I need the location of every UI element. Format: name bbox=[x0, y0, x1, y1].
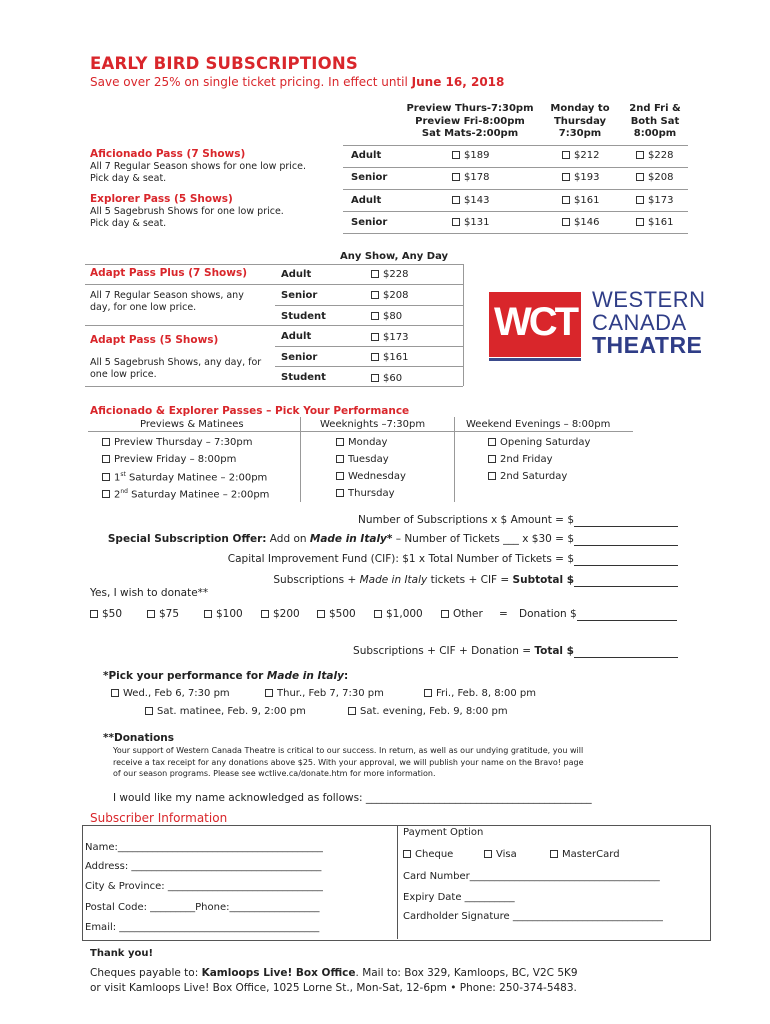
col-head-previews: Previews & Matinees bbox=[140, 419, 244, 430]
price-value: $173 bbox=[648, 195, 674, 206]
acknowledgement-field[interactable]: I would like my name acknowledged as follows: ___________________________________________ bbox=[113, 792, 592, 804]
price-checkbox[interactable] bbox=[452, 172, 489, 183]
donation-option[interactable] bbox=[204, 608, 243, 620]
box-office-name: Kamloops Live! Box Office bbox=[201, 967, 356, 979]
perf-option[interactable] bbox=[488, 471, 567, 482]
performance-title: Aficionado & Explorer Passes – Pick Your Performance bbox=[90, 405, 410, 417]
italy-option-label: Sat. evening, Feb. 9, 8:00 pm bbox=[360, 706, 508, 717]
desc-line: Pick day & seat. bbox=[90, 218, 167, 229]
col-line: Preview Thurs-7:30pm bbox=[406, 103, 534, 114]
perf-option-label: Saturday Matinee – 2:00pm bbox=[125, 472, 268, 484]
aficionado-pass-desc bbox=[90, 161, 306, 185]
price-checkbox[interactable] bbox=[636, 172, 673, 183]
cheques-line bbox=[90, 967, 578, 979]
perf-option[interactable] bbox=[336, 454, 389, 465]
row-label-senior: Senior bbox=[281, 352, 318, 363]
donations-heading: **Donations bbox=[103, 732, 175, 744]
show-title: Made in Italy* bbox=[309, 533, 393, 545]
donation-option[interactable] bbox=[261, 608, 300, 620]
line-text: Capital Improvement Fund (CIF): $1 x Total Number of Tickets = $ bbox=[227, 553, 574, 565]
italy-option[interactable] bbox=[145, 706, 306, 717]
price-value: $193 bbox=[574, 172, 600, 183]
address-field[interactable]: Address: ______________________________________ bbox=[85, 861, 322, 872]
price-checkbox[interactable] bbox=[371, 311, 402, 322]
row-label-adult: Adult bbox=[281, 331, 312, 342]
wct-logo-text bbox=[592, 288, 706, 357]
donation-option[interactable] bbox=[147, 608, 179, 620]
col-line: Both Sat bbox=[630, 115, 680, 127]
logo-line: THEATRE bbox=[592, 332, 703, 358]
payment-label: MasterCard bbox=[562, 849, 620, 860]
email-field[interactable]: Email: ________________________________________ bbox=[85, 922, 320, 933]
price-value: $208 bbox=[383, 290, 409, 301]
row-label-student: Student bbox=[281, 311, 326, 322]
donation-option[interactable] bbox=[374, 608, 423, 620]
price-checkbox[interactable] bbox=[371, 373, 402, 384]
adapt-plus-desc bbox=[90, 290, 244, 314]
payment-label: Cheque bbox=[415, 849, 454, 860]
price-checkbox[interactable] bbox=[636, 150, 673, 161]
perf-option-label: 2nd Friday bbox=[500, 454, 553, 465]
total-line[interactable] bbox=[353, 645, 678, 658]
col-line: Sat Mats-2:00pm bbox=[421, 128, 519, 139]
donations-paragraph bbox=[113, 745, 584, 780]
cif-line[interactable] bbox=[228, 553, 678, 566]
col-line: Preview Fri-8:00pm bbox=[415, 115, 525, 127]
price-checkbox[interactable] bbox=[562, 195, 599, 206]
desc-line: Pick day & seat. bbox=[90, 173, 167, 184]
desc-line: day, for one low price. bbox=[90, 302, 197, 313]
ordinal-suffix: nd bbox=[120, 488, 128, 495]
price-checkbox[interactable] bbox=[371, 332, 408, 343]
logo-stripe bbox=[489, 358, 581, 361]
price-checkbox[interactable] bbox=[452, 150, 489, 161]
price-value: $208 bbox=[648, 172, 674, 183]
donation-amount: $100 bbox=[216, 608, 243, 620]
price-value: $212 bbox=[574, 150, 600, 161]
subtitle-text: Save over 25% on single ticket pricing. In effect until bbox=[90, 75, 412, 89]
price-checkbox[interactable] bbox=[562, 217, 599, 228]
special-offer-line[interactable] bbox=[108, 533, 678, 546]
pricing-col-weekends bbox=[620, 103, 690, 141]
line-text: Cheques payable to: bbox=[90, 967, 202, 979]
explorer-pass-desc bbox=[90, 206, 284, 230]
donation-option[interactable] bbox=[317, 608, 356, 620]
row-label-adult: Adult bbox=[351, 150, 382, 161]
price-value: $178 bbox=[464, 172, 490, 183]
perf-option[interactable] bbox=[102, 471, 267, 483]
perf-option[interactable] bbox=[336, 437, 387, 448]
show-title: Made in Italy bbox=[359, 574, 428, 586]
logo-line: CANADA bbox=[592, 310, 687, 335]
donation-amount: $500 bbox=[329, 608, 356, 620]
perf-option-label: Tuesday bbox=[348, 454, 389, 465]
page-title: EARLY BIRD SUBSCRIPTIONS bbox=[90, 54, 358, 73]
total-label: Total $ bbox=[534, 645, 574, 657]
price-value: $161 bbox=[574, 195, 600, 206]
line-text: Add on bbox=[266, 533, 310, 545]
logo-stripe bbox=[489, 353, 581, 357]
perf-option-label: 2 bbox=[114, 489, 121, 501]
line-text: Subscriptions + bbox=[273, 574, 360, 586]
perf-option[interactable] bbox=[102, 488, 269, 500]
adapt-five-name: Adapt Pass (5 Shows) bbox=[90, 334, 219, 346]
italy-option-label: Thur., Feb 7, 7:30 pm bbox=[277, 688, 384, 699]
visa-checkbox[interactable] bbox=[484, 849, 517, 860]
price-checkbox[interactable] bbox=[371, 290, 408, 301]
adapt-plus-name: Adapt Pass Plus (7 Shows) bbox=[90, 267, 248, 279]
perf-option[interactable] bbox=[102, 437, 253, 448]
ordinal-suffix: st bbox=[120, 471, 126, 478]
price-value: $228 bbox=[648, 150, 674, 161]
city-province-field[interactable]: City & Province: _______________________________ bbox=[85, 881, 323, 892]
row-label-senior: Senior bbox=[351, 217, 388, 228]
thank-you: Thank you! bbox=[90, 948, 154, 959]
donation-amount: $75 bbox=[159, 608, 180, 620]
italy-option-label: Fri., Feb. 8, 8:00 pm bbox=[436, 688, 536, 699]
show-title: Made in Italy bbox=[266, 670, 344, 682]
postal-phone-field[interactable]: Postal Code: _________Phone:__________________ bbox=[85, 902, 320, 913]
price-value: $228 bbox=[383, 269, 409, 280]
perf-option-label: Preview Friday – 8:00pm bbox=[114, 454, 237, 465]
name-field[interactable]: Name:_________________________________________ bbox=[85, 842, 323, 853]
paragraph-line: receive a tax receipt for any donations above $25. With your approval, we will publish your name on the Bravo! page bbox=[113, 757, 584, 767]
price-checkbox[interactable] bbox=[452, 217, 489, 228]
desc-line: All 7 Regular Season shows, any bbox=[90, 290, 244, 301]
pricing-col-weeknights bbox=[545, 103, 615, 141]
line-text: – Number of Tickets ___ x $30 = $ bbox=[392, 533, 574, 545]
price-checkbox[interactable] bbox=[371, 269, 408, 280]
expiry-date-field[interactable]: Expiry Date __________ bbox=[403, 892, 515, 903]
subscriptions-amount-line[interactable] bbox=[358, 514, 678, 527]
perf-option[interactable] bbox=[488, 454, 553, 465]
desc-line: All 7 Regular Season shows for one low price. bbox=[90, 161, 307, 172]
perf-option-label: Wednesday bbox=[348, 471, 406, 482]
row-label-student: Student bbox=[281, 372, 326, 383]
italy-option[interactable] bbox=[265, 688, 384, 699]
price-value: $161 bbox=[383, 352, 409, 363]
payment-option-label: Payment Option bbox=[403, 827, 484, 838]
price-checkbox[interactable] bbox=[452, 195, 489, 206]
perf-option[interactable] bbox=[336, 471, 406, 482]
desc-line: All 5 Sagebrush Shows for one low price. bbox=[90, 206, 284, 217]
perf-option-label: Saturday Matinee – 2:00pm bbox=[128, 489, 270, 501]
col-line: 7:30pm bbox=[558, 128, 602, 139]
cheque-checkbox[interactable] bbox=[403, 849, 453, 860]
price-value: $146 bbox=[574, 217, 600, 228]
explorer-pass-name: Explorer Pass (5 Shows) bbox=[90, 193, 233, 205]
line-text: Number of Subscriptions x $ Amount = $ bbox=[357, 514, 574, 526]
donation-amount: Other bbox=[453, 608, 483, 620]
donation-option[interactable] bbox=[441, 608, 483, 620]
col-line: Thursday bbox=[553, 115, 607, 127]
row-label-senior: Senior bbox=[351, 172, 388, 183]
pricing-col-previews bbox=[400, 103, 540, 141]
wct-logo-mark: WCT bbox=[489, 292, 581, 353]
italy-option-label: Sat. matinee, Feb. 9, 2:00 pm bbox=[157, 706, 306, 717]
special-offer-label: Special Subscription Offer: bbox=[107, 533, 267, 545]
italy-heading bbox=[103, 670, 348, 682]
price-checkbox[interactable] bbox=[371, 352, 408, 363]
paragraph-line: Your support of Western Canada Theatre is critical to our success. In return, as well as our undying gratitude, you will bbox=[113, 746, 584, 755]
line-text: . Mail to: Box 329, Kamloops, BC, V2C 5K9 bbox=[355, 967, 578, 979]
price-value: $173 bbox=[383, 332, 409, 343]
any-show-heading: Any Show, Any Day bbox=[340, 251, 449, 262]
perf-option[interactable] bbox=[488, 437, 590, 448]
price-value: $143 bbox=[464, 195, 490, 206]
italy-option[interactable] bbox=[424, 688, 536, 699]
price-checkbox[interactable] bbox=[636, 217, 673, 228]
line-text: Donation $ bbox=[519, 608, 577, 620]
paragraph-line: of our season programs. Please see wctlive.ca/donate.htm for more information. bbox=[113, 769, 436, 778]
row-label-senior: Senior bbox=[281, 290, 318, 301]
perf-option-label: Thursday bbox=[348, 488, 395, 499]
page-subtitle bbox=[90, 75, 504, 89]
donation-line[interactable] bbox=[519, 608, 677, 621]
italy-option[interactable] bbox=[111, 688, 230, 699]
subtotal-line[interactable] bbox=[273, 574, 678, 587]
donation-amount: $200 bbox=[273, 608, 300, 620]
price-value: $131 bbox=[464, 217, 490, 228]
desc-line: one low price. bbox=[90, 369, 157, 380]
price-value: $189 bbox=[464, 150, 490, 161]
price-value: $80 bbox=[383, 311, 403, 322]
perf-option-label: 2nd Saturday bbox=[500, 471, 568, 482]
price-value: $60 bbox=[383, 373, 403, 384]
row-label-adult: Adult bbox=[351, 195, 382, 206]
perf-option-label: Preview Thursday – 7:30pm bbox=[114, 437, 253, 448]
payment-label: Visa bbox=[496, 849, 517, 860]
italy-option-label: Wed., Feb 6, 7:30 pm bbox=[123, 688, 230, 699]
donation-amount: $50 bbox=[102, 608, 123, 620]
subtotal-label: Subtotal $ bbox=[512, 574, 574, 586]
row-label-adult: Adult bbox=[281, 269, 312, 280]
subscriber-title: Subscriber Information bbox=[90, 811, 228, 825]
donation-amount: $1,000 bbox=[386, 608, 423, 620]
italy-option[interactable] bbox=[348, 706, 508, 717]
card-number-field[interactable]: Card Number______________________________________ bbox=[403, 871, 660, 882]
line-text: *Pick your performance for bbox=[103, 670, 267, 682]
line-text: Subscriptions + CIF + Donation = bbox=[353, 645, 535, 657]
line-text: tickets + CIF = bbox=[427, 574, 513, 586]
price-checkbox[interactable] bbox=[562, 172, 599, 183]
perf-option[interactable] bbox=[102, 454, 236, 465]
donation-option[interactable] bbox=[90, 608, 122, 620]
cardholder-signature-field[interactable]: Cardholder Signature ______________________________ bbox=[403, 911, 663, 922]
desc-line: All 5 Sagebrush Shows, any day, for bbox=[90, 357, 262, 368]
donation-equals: = bbox=[499, 608, 508, 620]
price-value: $161 bbox=[648, 217, 674, 228]
price-checkbox[interactable] bbox=[562, 150, 599, 161]
col-head-weekends: Weekend Evenings – 8:00pm bbox=[466, 419, 611, 430]
adapt-five-desc bbox=[90, 357, 261, 381]
donate-prompt: Yes, I wish to donate** bbox=[90, 587, 209, 599]
perf-option-label: Monday bbox=[348, 437, 388, 448]
perf-option[interactable] bbox=[336, 488, 395, 499]
perf-option-label: 1 bbox=[114, 472, 121, 484]
perf-option-label: Opening Saturday bbox=[500, 437, 591, 448]
visit-line: or visit Kamloops Live! Box Office, 1025 Lorne St., Mon-Sat, 12-6pm • Phone: 250-374-5483. bbox=[90, 982, 577, 994]
col-line: 8:00pm bbox=[633, 128, 677, 139]
line-text: : bbox=[343, 670, 349, 682]
col-line: 2nd Fri & bbox=[629, 103, 681, 114]
subtitle-date: June 16, 2018 bbox=[411, 75, 505, 89]
col-head-weeknights: Weeknights –7:30pm bbox=[320, 419, 426, 430]
price-checkbox[interactable] bbox=[636, 195, 673, 206]
logo-line: WESTERN bbox=[592, 287, 706, 312]
mastercard-checkbox[interactable] bbox=[550, 849, 620, 860]
aficionado-pass-name: Aficionado Pass (7 Shows) bbox=[90, 148, 246, 160]
col-line: Monday to bbox=[550, 103, 610, 114]
